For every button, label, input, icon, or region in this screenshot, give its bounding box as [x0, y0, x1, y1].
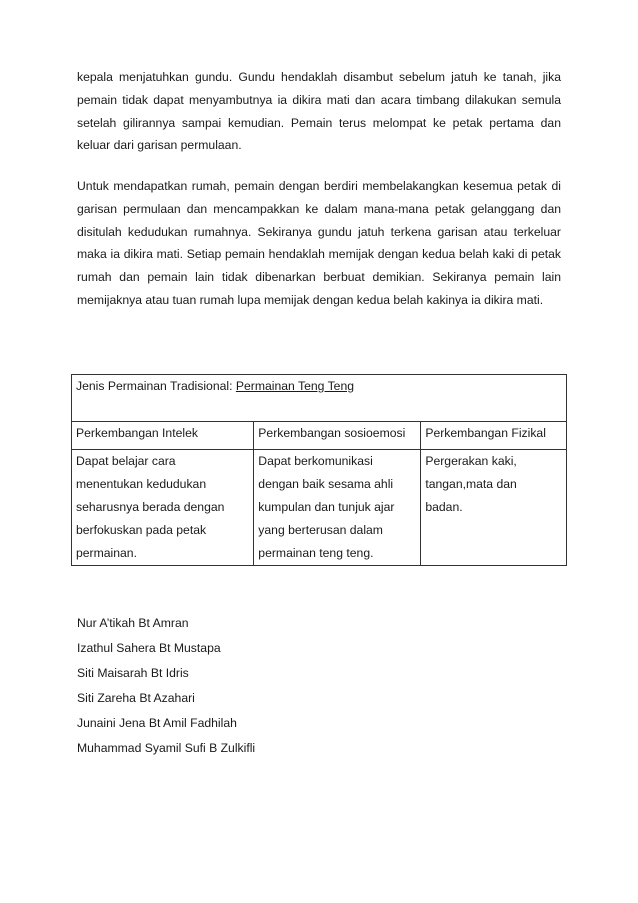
- cell-sosioemosi: [254, 450, 421, 566]
- author-name: Siti Zareha Bt Azahari: [77, 691, 195, 705]
- author-name: Muhammad Syamil Sufi B Zulkifli: [77, 741, 256, 755]
- cell-intelek: [72, 450, 254, 566]
- header-fizikal: Perkembangan Fizikal: [421, 422, 567, 450]
- table-title-cell: [72, 375, 567, 422]
- cell-line: tangan,mata dan: [425, 477, 517, 491]
- cell-line: dengan baik sesama ahli: [258, 477, 394, 491]
- development-table: [71, 374, 567, 566]
- header-sosioemosi: Perkembangan sosioemosi: [254, 422, 421, 450]
- cell-line: seharusnya berada dengan: [76, 500, 225, 514]
- author-name: Izathul Sahera Bt Mustapa: [77, 641, 221, 655]
- author-name: Nur A’tikah Bt Amran: [77, 616, 189, 630]
- paragraph-rules-1: kepala menjatuhkan gundu. Gundu hendaklah disambut sebelum jatuh ke tanah, jika pemain tidak dapat menyambutnya ia dikira mati dan acara timbang dilakukan semula setelah gilirannya sampai kemudian. Pemain terus melompat ke petak pertama dan keluar dari garisan permulaan.: [77, 70, 561, 153]
- cell-line: menentukan kedudukan: [76, 477, 207, 491]
- cell-line: yang berterusan dalam: [258, 523, 383, 537]
- cell-line: badan.: [425, 500, 463, 514]
- cell-line: Dapat berkomunikasi: [258, 454, 373, 468]
- cell-line: Dapat belajar cara: [76, 454, 176, 468]
- paragraph-rules-2: Untuk mendapatkan rumah, pemain dengan berdiri membelakangkan kesemua petak di garisan permulaan dan mencampakkan ke dalam mana-mana petak gelanggang dan disitulah kedudukan rumahnya. Sekiranya gundu jatuh terkena garisan atau terkeluar maka ia dikira mati. Setiap pemain hendaklah memijak dengan kedua belah kaki di petak rumah dan pemain lain tidak dibenarkan berbuat demikian. Sekiranya pemain lain memijaknya atau tuan rumah lupa memijak dengan kedua belah kakinya ia dikira mati.: [77, 179, 561, 307]
- cell-line: Pergerakan kaki,: [425, 454, 517, 468]
- author-name: Junaini Jena Bt Amil Fadhilah: [77, 716, 237, 730]
- header-intelek: Perkembangan Intelek: [72, 422, 254, 450]
- table-title-label: Jenis Permainan Tradisional:: [76, 379, 236, 393]
- cell-fizikal: [421, 450, 567, 566]
- table-title-game: Permainan Teng Teng: [235, 379, 354, 393]
- cell-line: permainan teng teng.: [258, 546, 374, 560]
- author-list: [77, 611, 255, 761]
- cell-line: berfokuskan pada petak: [76, 523, 207, 537]
- cell-line: permainan.: [76, 546, 137, 560]
- cell-line: kumpulan dan tunjuk ajar: [258, 500, 395, 514]
- author-name: Siti Maisarah Bt Idris: [77, 666, 189, 680]
